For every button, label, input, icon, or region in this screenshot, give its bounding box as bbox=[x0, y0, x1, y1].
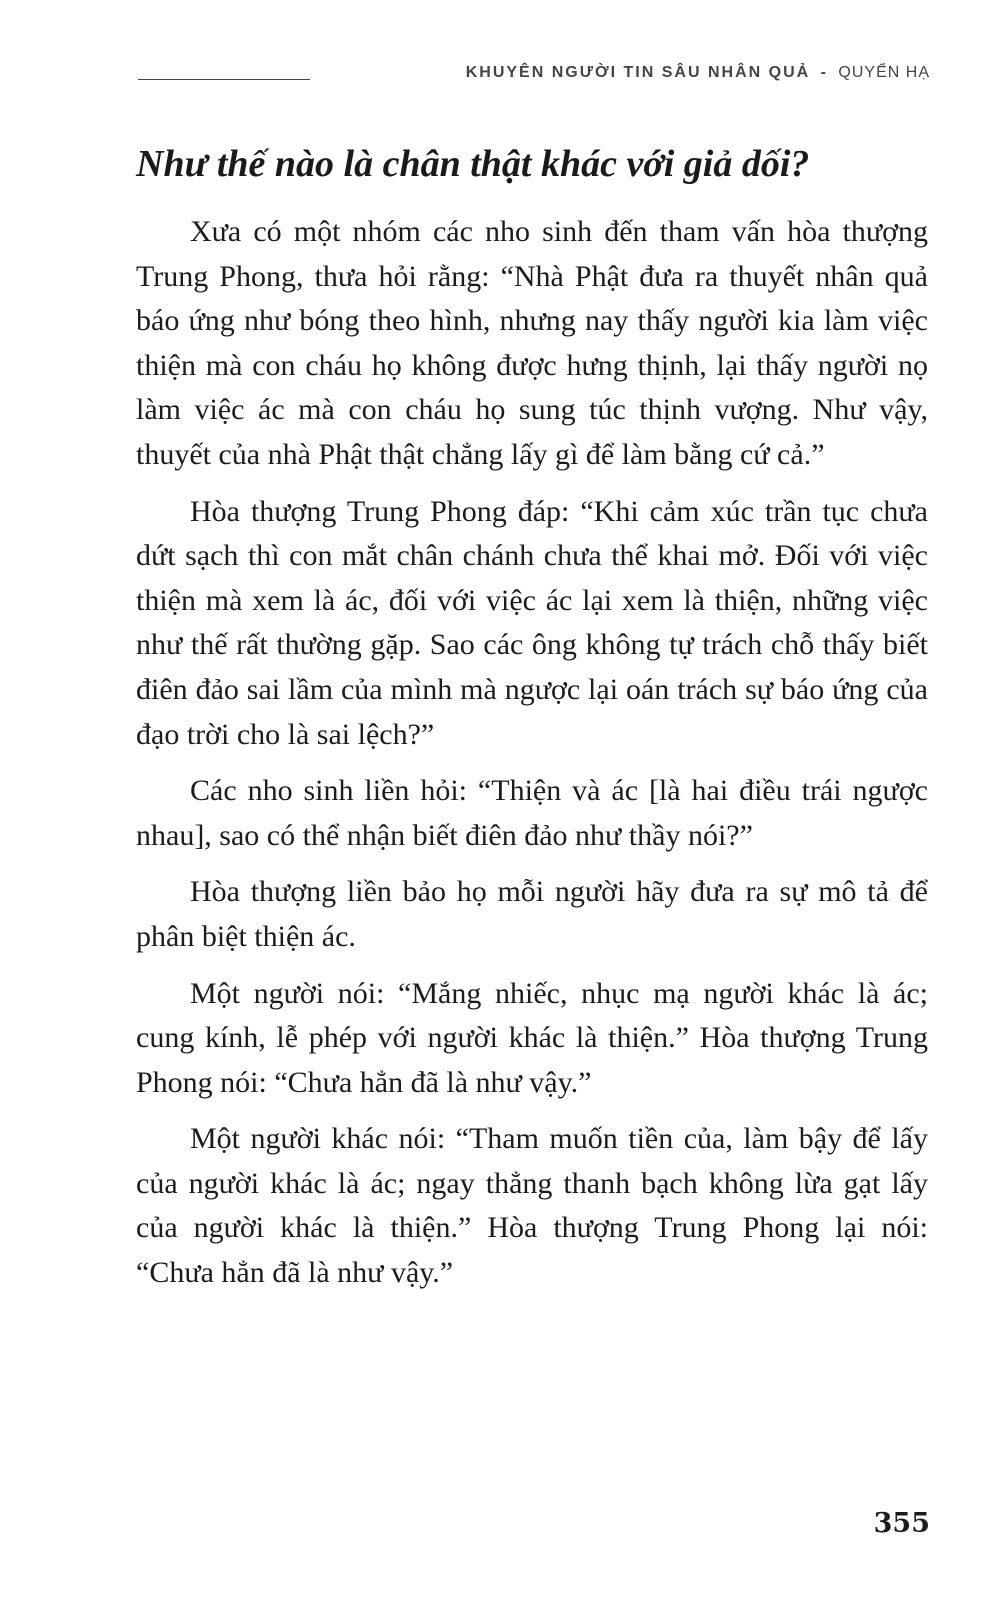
paragraph: Xưa có một nhóm các nho sinh đến tham vấn hòa thượng Trung Phong, thưa hỏi rằng: “Nhà Phật đưa ra thuyết nhân quả báo ứng như bóng theo hình, nhưng nay thấy người kia làm việc thiện mà con cháu họ không được hưng thịnh, lại thấy người nọ làm việc ác mà con cháu họ sung túc thịnh vượng. Như vậy, thuyết của nhà Phật thật chẳng lấy gì để làm bằng cứ cả.” bbox=[136, 215, 928, 471]
running-header bbox=[138, 60, 930, 90]
paragraph: Hòa thượng liền bảo họ mỗi người hãy đưa ra sự mô tả để phân biệt thiện ác. bbox=[136, 875, 928, 953]
header-book-title: KHUYÊN NGƯỜI TIN SÂU NHÂN QUẢ bbox=[465, 64, 811, 81]
section-heading: Như thế nào là chân thật khác với giả dối? bbox=[136, 143, 810, 185]
header-volume: QUYỂN HẠ bbox=[838, 64, 930, 81]
paragraph: Các nho sinh liền hỏi: “Thiện và ác [là hai điều trái ngược nhau], sao có thể nhận biết điên đảo như thầy nói?” bbox=[136, 774, 928, 852]
paragraph: Một người nói: “Mắng nhiếc, nhục mạ người khác là ác; cung kính, lễ phép với người khác là thiện.” Hòa thượng Trung Phong nói: “Chưa hẳn đã là như vậy.” bbox=[136, 976, 928, 1099]
paragraph: Một người khác nói: “Tham muốn tiền của, làm bậy để lấy của người khác là ác; ngay thẳng thanh bạch không lừa gạt lấy của người khác là thiện.” Hòa thượng Trung Phong lại nói: “Chưa hẳn đã là như vậy.” bbox=[136, 1122, 928, 1290]
header-separator: - bbox=[820, 64, 828, 81]
paragraph: Hòa thượng Trung Phong đáp: “Khi cảm xúc trần tục chưa dứt sạch thì con mắt chân chánh chưa thể khai mở. Đối với việc thiện mà xem là ác, đối với việc ác lại xem là thiện, những việc như thế rất thường gặp. Sao các ông không tự trách chỗ thấy biết điên đảo sai lầm của mình mà ngược lại oán trách sự báo ứng của đạo trời cho là sai lệch?” bbox=[136, 494, 928, 751]
header-rule bbox=[138, 79, 310, 80]
header-text bbox=[466, 64, 930, 82]
body-text bbox=[136, 210, 928, 1308]
page-number: 355 bbox=[873, 1508, 930, 1539]
